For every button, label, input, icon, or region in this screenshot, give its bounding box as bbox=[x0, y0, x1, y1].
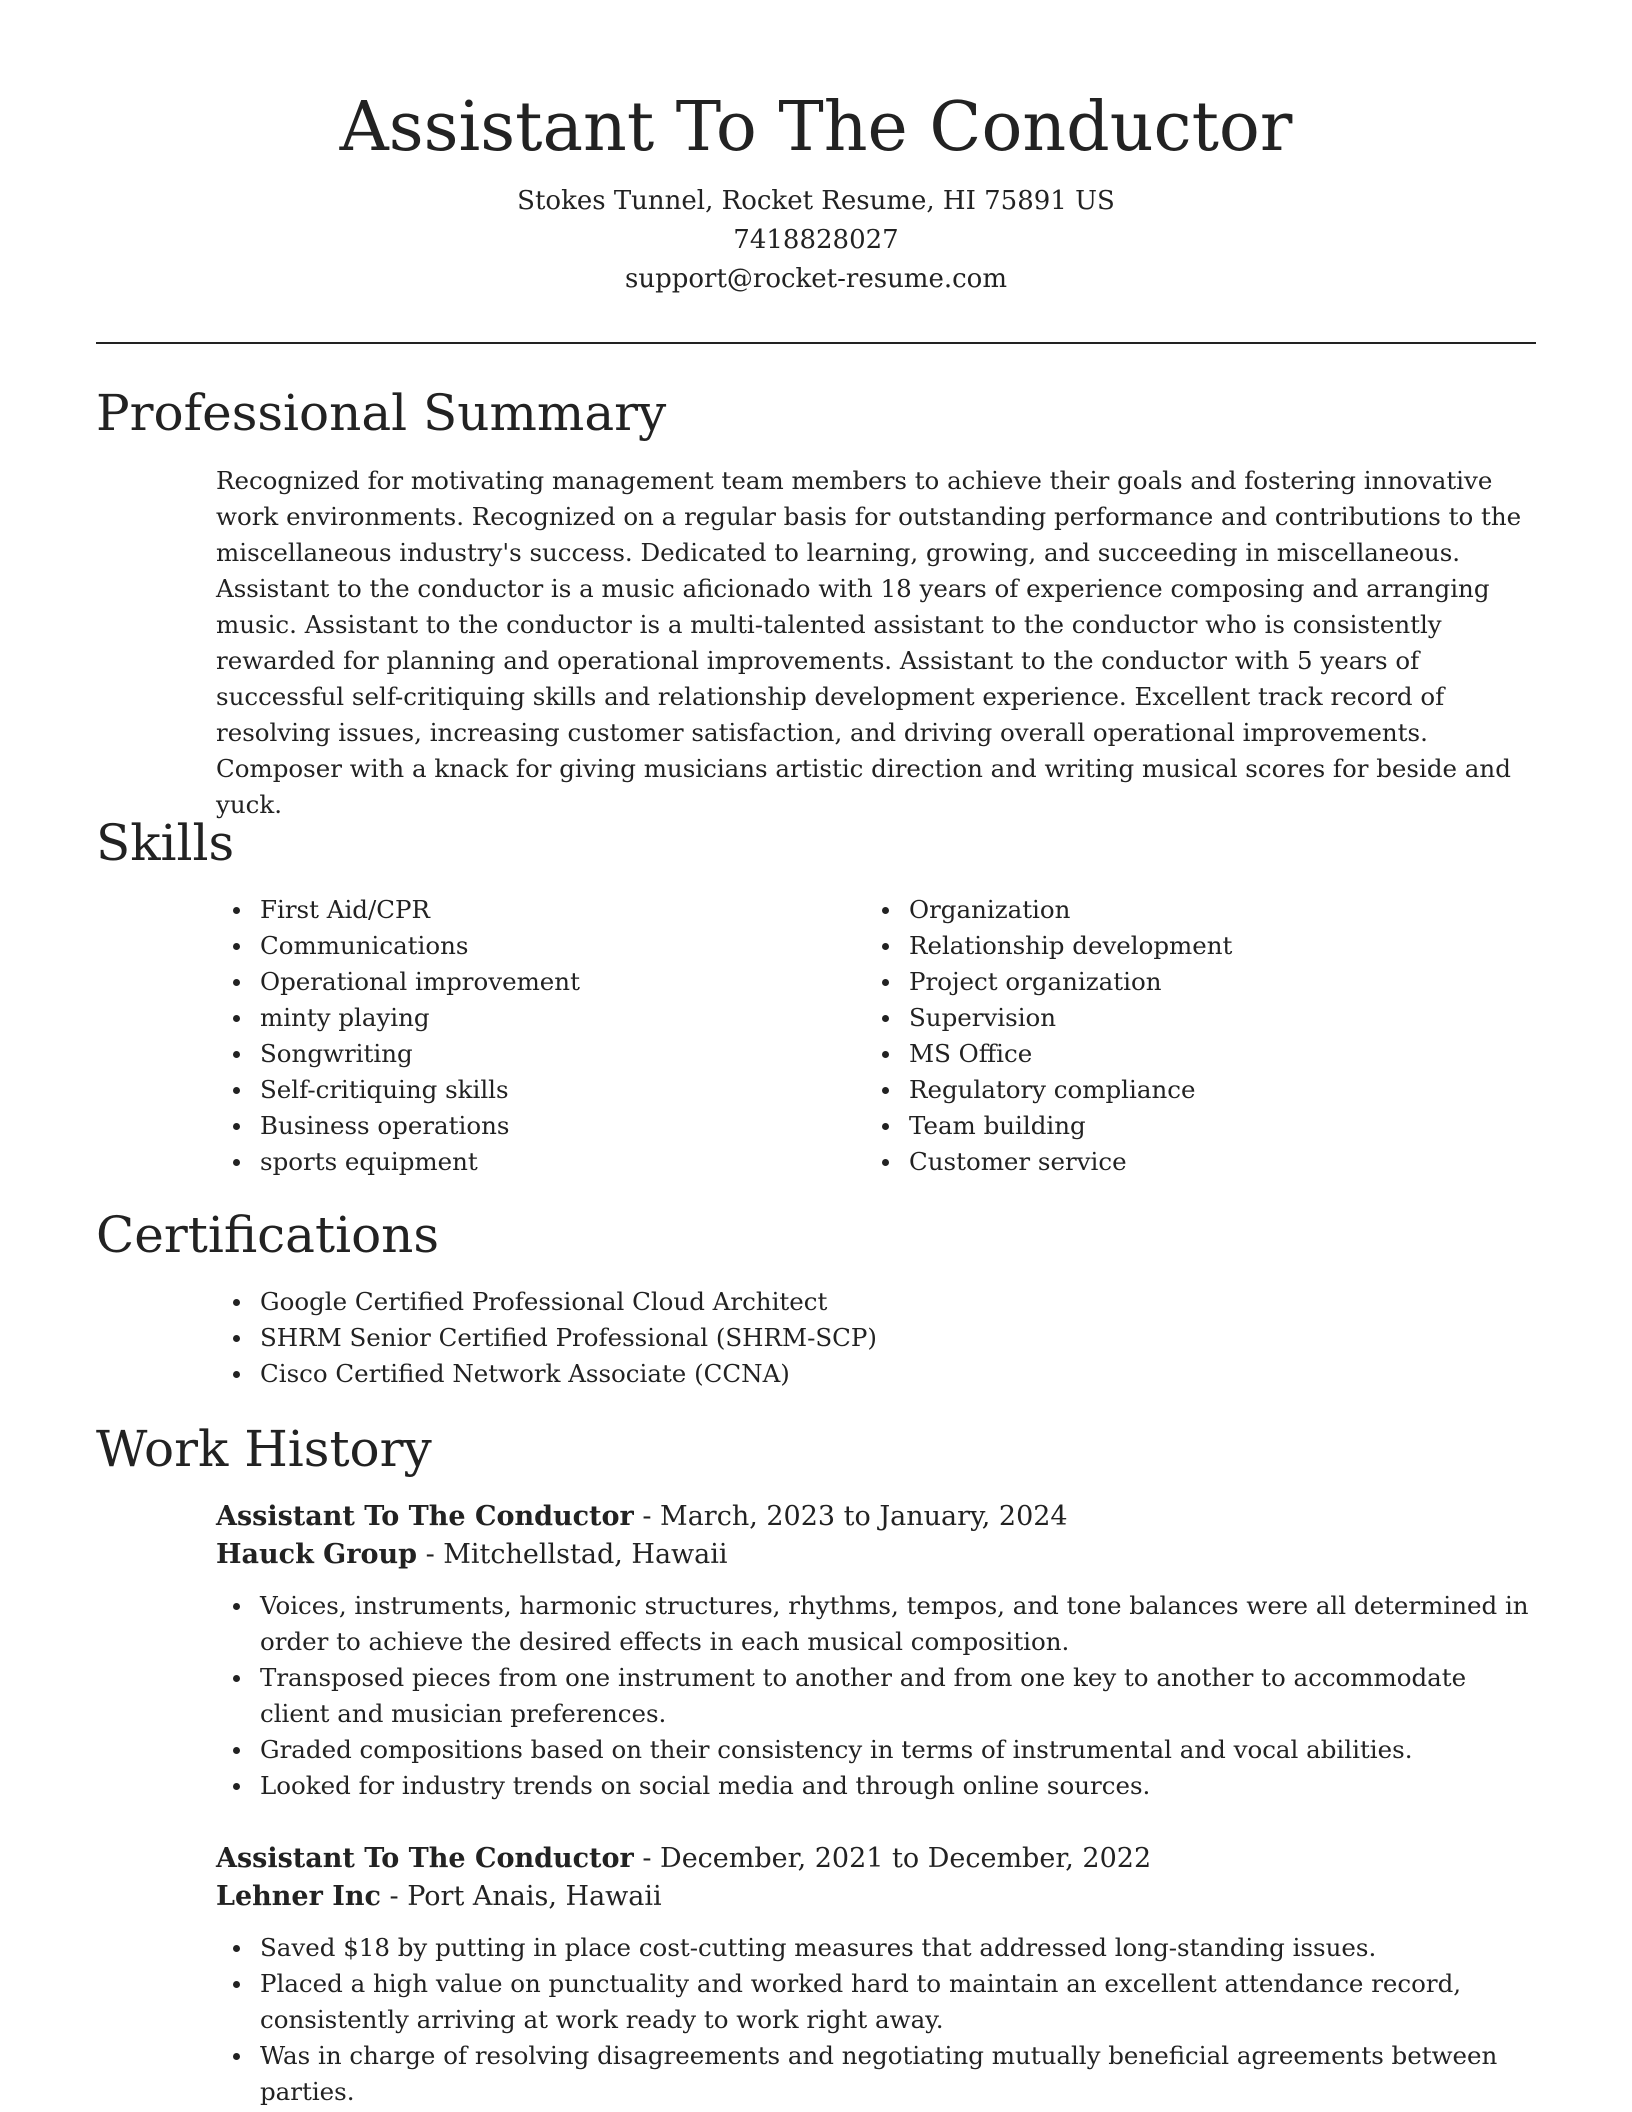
skill-item: sports equipment bbox=[216, 1144, 816, 1180]
skill-item: Customer service bbox=[865, 1144, 1465, 1180]
certifications-block bbox=[216, 1284, 1416, 1392]
job-duties-list bbox=[216, 1930, 1536, 2110]
skill-item: Organization bbox=[865, 892, 1465, 928]
certification-item: SHRM Senior Certified Professional (SHRM-SCP) bbox=[216, 1320, 1416, 1356]
job-company-line bbox=[216, 1536, 1536, 1574]
section-title-skills: Skills bbox=[96, 814, 235, 872]
summary-text: Recognized for motivating management team members to achieve their goals and fostering innovative work environments. Recognized on a regular basis for outstanding performance and contributions to the miscellaneous industry's success. Dedicated to learning, growing, and succeeding in miscellaneous. Assistant to the conductor is a music aficionado with 18 years of experience composing and arranging music. Assistant to the conductor is a multi-talented assistant to the conductor who is consistently rewarded for planning and operational improvements. Assistant to the conductor with 5 years of successful self-critiquing skills and relationship development experience. Excellent track record of resolving issues, increasing customer satisfaction, and driving overall operational improvements. Composer with a knack for giving musicians artistic direction and writing musical scores for beside and yuck. bbox=[216, 466, 1522, 819]
contact-phone: 7418828027 bbox=[733, 225, 899, 255]
job-entry bbox=[216, 1840, 1536, 2110]
job-duties-list bbox=[216, 1588, 1536, 1804]
skill-item: First Aid/CPR bbox=[216, 892, 816, 928]
skill-item: MS Office bbox=[865, 1036, 1465, 1072]
job-dates: - December, 2021 to December, 2022 bbox=[633, 1843, 1152, 1874]
skills-list-left bbox=[216, 892, 816, 1180]
job-duty: Transposed pieces from one instrument to another and from one key to another to accommodate client and musician preferences. bbox=[216, 1660, 1536, 1732]
skill-item: Self-critiquing skills bbox=[216, 1072, 816, 1108]
job-duty: Was in charge of resolving disagreements and negotiating mutually beneficial agreements between parties. bbox=[216, 2038, 1536, 2110]
job-company: Lehner Inc bbox=[216, 1881, 381, 1912]
job-duty: Graded compositions based on their consistency in terms of instrumental and vocal abilities. bbox=[216, 1732, 1536, 1768]
job-duty: Placed a high value on punctuality and worked hard to maintain an excellent attendance record, consistently arriving at work ready to work right away. bbox=[216, 1966, 1536, 2038]
skill-item: Operational improvement bbox=[216, 964, 816, 1000]
section-title-work-history: Work History bbox=[96, 1420, 432, 1478]
skill-item: Regulatory compliance bbox=[865, 1072, 1465, 1108]
contact-address: Stokes Tunnel, Rocket Resume, HI 75891 US bbox=[517, 186, 1115, 216]
skills-column-left bbox=[216, 892, 816, 1180]
contact-block bbox=[0, 182, 1632, 299]
job-company-line bbox=[216, 1878, 1536, 1916]
job-company: Hauck Group bbox=[216, 1539, 417, 1570]
certifications-list bbox=[216, 1284, 1416, 1392]
skill-item: Relationship development bbox=[865, 928, 1465, 964]
job-entry bbox=[216, 1498, 1536, 1804]
skill-item: Team building bbox=[865, 1108, 1465, 1144]
job-duty: Voices, instruments, harmonic structures, rhythms, tempos, and tone balances were all determined in order to achieve the desired effects in each musical composition. bbox=[216, 1588, 1536, 1660]
job-title: Assistant To The Conductor bbox=[216, 1501, 634, 1532]
job-title-line bbox=[216, 1840, 1536, 1878]
skill-item: Songwriting bbox=[216, 1036, 816, 1072]
skill-item: Business operations bbox=[216, 1108, 816, 1144]
section-title-summary: Professional Summary bbox=[96, 384, 667, 442]
job-location: - Mitchellstad, Hawaii bbox=[416, 1539, 728, 1570]
certification-item: Google Certified Professional Cloud Architect bbox=[216, 1284, 1416, 1320]
skill-item: minty playing bbox=[216, 1000, 816, 1036]
job-duty: Looked for industry trends on social media and through online sources. bbox=[216, 1768, 1536, 1804]
section-title-certifications: Certifications bbox=[96, 1206, 440, 1264]
skills-column-right bbox=[865, 892, 1465, 1180]
resume-header bbox=[0, 82, 1632, 299]
job-location: - Port Anais, Hawaii bbox=[380, 1881, 662, 1912]
job-duty: Saved $18 by putting in place cost-cutting measures that addressed long-standing issues. bbox=[216, 1930, 1536, 1966]
job-title-line bbox=[216, 1498, 1536, 1536]
job-title: Assistant To The Conductor bbox=[216, 1843, 634, 1874]
skills-list-right bbox=[865, 892, 1465, 1180]
contact-email: support@rocket-resume.com bbox=[624, 264, 1007, 294]
certification-item: Cisco Certified Network Associate (CCNA) bbox=[216, 1356, 1416, 1392]
candidate-name: Assistant To The Conductor bbox=[339, 88, 1293, 167]
skill-item: Supervision bbox=[865, 1000, 1465, 1036]
skill-item: Project organization bbox=[865, 964, 1465, 1000]
skill-item: Communications bbox=[216, 928, 816, 964]
job-dates: - March, 2023 to January, 2024 bbox=[633, 1501, 1068, 1532]
header-divider bbox=[96, 342, 1536, 344]
